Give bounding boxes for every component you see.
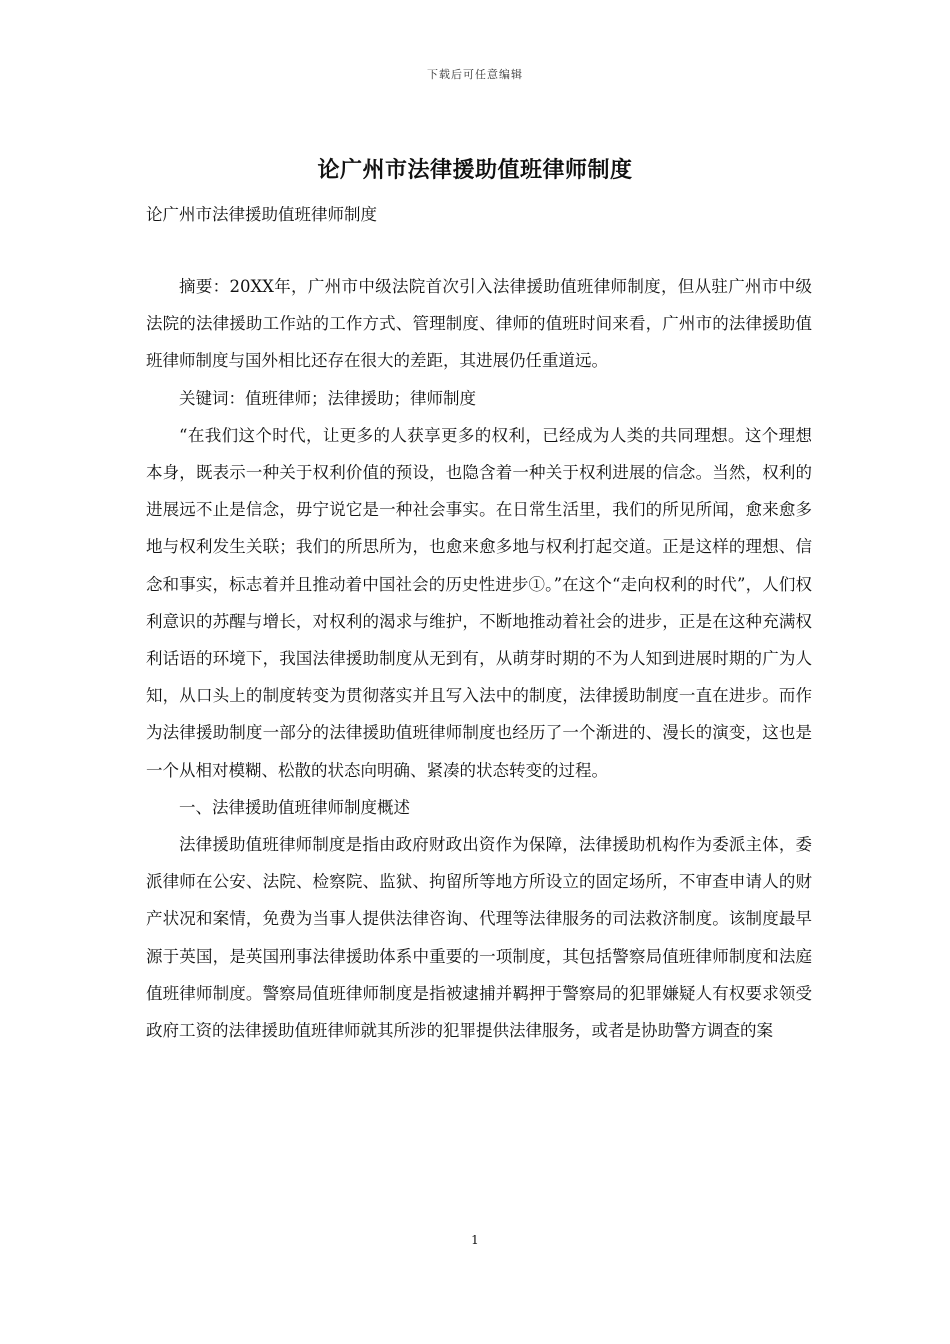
document-subtitle: 论广州市法律援助值班律师制度 xyxy=(146,205,377,224)
page-header-note: 下载后可任意编辑 xyxy=(427,68,523,81)
document-title: 论广州市法律援助值班律师制度 xyxy=(317,157,633,183)
abstract-paragraph: 摘要：20XX年，广州市中级法院首次引入法律援助值班律师制度，但从驻广州市中级法院的法律援助工作站的工作方式、管理制度、律师的值班时间来看，广州市的法律援助值班律师制度与国外相比还存在很大的差距，其进展仍任重道远。 xyxy=(146,277,812,371)
body-paragraph: “在我们这个时代，让更多的人获享更多的权利，已经成为人类的共同理想。这个理想本身，既表示一种关于权利价值的预设，也隐含着一种关于权利进展的信念。当然，权利的进展远不止是信念，毋宁说它是一种社会事实。在日常生活里，我们的所见所闻，愈来愈多地与权利发生关联；我们的所思所为，也愈来愈多地与权利打起交道。正是这样的理想、信念和事实，标志着并且推动着中国社会的历史性进步①。”在这个“走向权利的时代”，人们权利意识的苏醒与增长，对权利的渴求与维护，不断地推动着社会的进步，正是在这种充满权利话语的环境下，我国法律援助制度从无到有，从萌芽时期的不为人知到进展时期的广为人知，从口头上的制度转变为贯彻落实并且写入法中的制度，法律援助制度一直在进步。而作为法律援助制度一部分的法律援助值班律师制度也经历了一个渐进的、漫长的演变，这也是一个从相对模糊、松散的状态向明确、紧凑的状态转变的过程。 xyxy=(146,425,812,780)
keywords-paragraph: 关键词：值班律师；法律援助；律师制度 xyxy=(179,388,476,408)
section-heading: 一、法律援助值班律师制度概述 xyxy=(179,797,410,817)
document-body xyxy=(146,268,812,1049)
body-paragraph: 法律援助值班律师制度是指由政府财政出资作为保障，法律援助机构作为委派主体，委派律师在公安、法院、检察院、监狱、拘留所等地方所设立的固定场所，不审查申请人的财产状况和案情，免费为当事人提供法律咨询、代理等法律服务的司法救济制度。该制度最早源于英国，是英国刑事法律援助体系中重要的一项制度，其包括警察局值班律师制度和法庭值班律师制度。警察局值班律师制度是指被逮捕并羁押于警察局的犯罪嫌疑人有权要求领受政府工资的法律援助值班律师就其所涉的犯罪提供法律服务，或者是协助警方调查的案 xyxy=(146,835,812,1041)
page-number: 1 xyxy=(471,1233,479,1247)
